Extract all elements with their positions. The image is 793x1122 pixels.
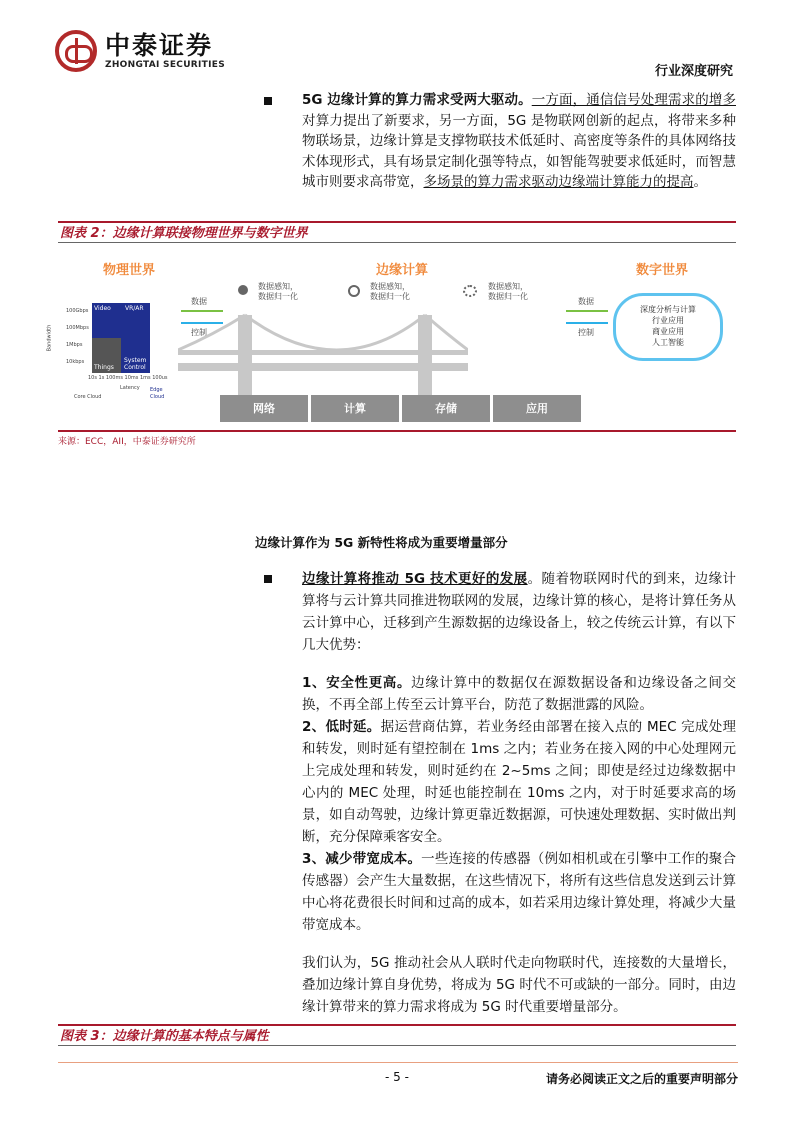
tick: 100Mbps: [66, 325, 89, 331]
tick: 1Mbps: [66, 342, 83, 348]
figure-divider: [58, 430, 736, 432]
edge-computing-title: 边缘计算: [376, 263, 429, 278]
box-application: 应用: [493, 395, 581, 422]
sense-group-3: [488, 282, 528, 302]
y-ticks: [66, 303, 92, 371]
para-text: 。: [693, 174, 707, 190]
footer-disclaimer: 请务必阅读正文之后的重要声明部分: [545, 1072, 738, 1086]
sense-text: 数据感知，: [258, 282, 298, 291]
advantage-item: [302, 848, 736, 936]
body-flow: [60, 568, 737, 1046]
para-lead: 5G 边缘计算的算力需求受两大驱动。: [302, 92, 532, 108]
logo-cn: 中泰证券: [105, 31, 214, 60]
para-text: 。随着物联网时代的到来，边缘计算将与云计算共同推进物联网的发展，边缘计算的核心，是将计算任务从云计算中心，迁移到产生源数据的边缘设备上，较之传统云计算，有以下几大优势：: [302, 571, 737, 653]
conclusion-paragraph: 我们认为，5G 推动社会从人联时代走向物联时代，连接数的大量增长，叠加边缘计算自身优势，将成为 5G 时代不可或缺的一部分。同时，由边缘计算带来的算力需求将成为 5G 时代重要增量部分。: [302, 955, 736, 1015]
bullet-paragraph-2: [302, 568, 736, 656]
para-text: 对算力提出了新要求，另一方面，5G 是物联网创新的起点，将带来多种物联场景，边缘计算是支撑物联技术低延时、高密度等条件的具体网络技术体现形式，具有场景定制化强等特点，如智能驾驶要求低延时，而智慧城市则要求高带宽，: [302, 112, 736, 190]
arrow-left-icon: [566, 322, 608, 324]
item-text: 据运营商估算，若业务经由部署在接入点的 MEC 完成处理和转发，则时延有望控制在 1ms 之内；若业务在接入网的中心处理网元上完成处理和转发，则时延约在 2~5ms 之间；即使是经过边缘数据中心内的 MEC 处理，时延也能控制在 10ms 之内，对于时延要求高的场景，如自动驾驶，边缘计算更靠近数据源，可快速处理数据、实时做出判断，充分保障乘客安全。: [302, 719, 736, 845]
figure-source: 来源：ECC，AII，中泰证券研究所: [58, 437, 196, 447]
quad-label: VR/AR: [125, 305, 144, 312]
sense-group-2: [370, 282, 410, 302]
bandwidth-latency-chart: [92, 303, 150, 373]
item-lead: 2、低时延。: [302, 719, 381, 735]
bullet-icon: [264, 575, 272, 583]
tick: 10kbps: [66, 359, 85, 365]
cloud-item: 商业应用: [652, 327, 684, 336]
box-storage: 存储: [402, 395, 490, 422]
normalize-text: 数据归一化: [258, 292, 298, 301]
cloud-item: 行业应用: [652, 316, 684, 325]
bullet-icon: [264, 97, 272, 105]
para-lead: 边缘计算将推动 5G 技术更好的发展: [302, 571, 528, 587]
data-label: 数据: [191, 297, 207, 306]
data-label: 数据: [578, 297, 594, 306]
logo-en: ZHONGTAI SECURITIES: [105, 60, 225, 70]
company-logo: [55, 30, 225, 72]
y-label: Bandwidth: [46, 324, 53, 352]
page-number: - 5 -: [385, 1070, 409, 1084]
cloud-item: 人工智能: [652, 338, 684, 347]
advantages-list: [302, 672, 736, 936]
section-heading: 边缘计算作为 5G 新特性将成为重要增量部分: [255, 535, 508, 550]
item-text: 边缘计算中的数据仅在源数据设备和边缘设备之间交换，不再全部上传至云计算平台，防范了数据泄露的风险。: [302, 675, 736, 713]
control-label: 控制: [191, 328, 207, 337]
item-text: 一些连接的传感器（例如相机或在引擎中工作的聚合传感器）会产生大量数据，在这些情况下，将所有这些信息发送到云计算中心将花费很长时间和过高的成本，如若采用边缘计算处理，将减少大量带宽成本。: [302, 851, 736, 933]
item-lead: 1、安全性更高。: [302, 675, 412, 691]
x-label: Latency: [120, 385, 140, 391]
share-icon: [238, 285, 248, 295]
x-ticks: 10s 1s 100ms 10ms 1ms 100us: [88, 375, 168, 381]
figure-2-diagram: [46, 245, 736, 430]
quad-label: Video: [94, 305, 111, 312]
globe-icon: [348, 285, 360, 297]
arrow-both-icon: [566, 310, 608, 312]
normalize-text: 数据归一化: [488, 292, 528, 301]
item-lead: 3、减少带宽成本。: [302, 851, 422, 867]
edge-cloud-label: Edge Cloud: [150, 387, 165, 400]
document-type: 行业深度研究: [654, 64, 733, 79]
underlined-text: 多场景的算力需求驱动边缘端计算能力的提高: [423, 174, 694, 190]
advantage-item: [302, 716, 736, 848]
sense-text: 数据感知，: [370, 282, 410, 291]
logo-icon: [55, 30, 97, 72]
footer-divider: [58, 1062, 738, 1063]
gear-icon: [463, 285, 477, 297]
underlined-text: 一方面，通信信号处理需求的增多: [531, 92, 736, 108]
figure-3-title: 图表 3：边缘计算的基本特点与属性: [58, 1024, 736, 1046]
sense-text: 数据感知，: [488, 282, 528, 291]
bridge-illustration: [178, 305, 468, 400]
quad-label: Things: [94, 364, 114, 371]
figure-2-title: 图表 2：边缘计算联接物理世界与数字世界: [58, 221, 736, 243]
bullet-paragraph-1: [302, 90, 736, 193]
tick: 100Gbps: [66, 308, 89, 314]
advantage-item: [302, 672, 736, 716]
box-network: 网络: [220, 395, 308, 422]
cloud-shape: [613, 293, 723, 361]
physical-world-title: 物理世界: [103, 263, 156, 278]
quad-label: System Control: [124, 357, 147, 371]
cloud-item: 深度分析与计算: [640, 305, 696, 314]
box-compute: 计算: [311, 395, 399, 422]
control-label: 控制: [578, 328, 594, 337]
core-cloud-label: Core Cloud: [74, 394, 102, 400]
sense-group-1: [258, 282, 298, 302]
normalize-text: 数据归一化: [370, 292, 410, 301]
digital-world-title: 数字世界: [636, 263, 689, 278]
